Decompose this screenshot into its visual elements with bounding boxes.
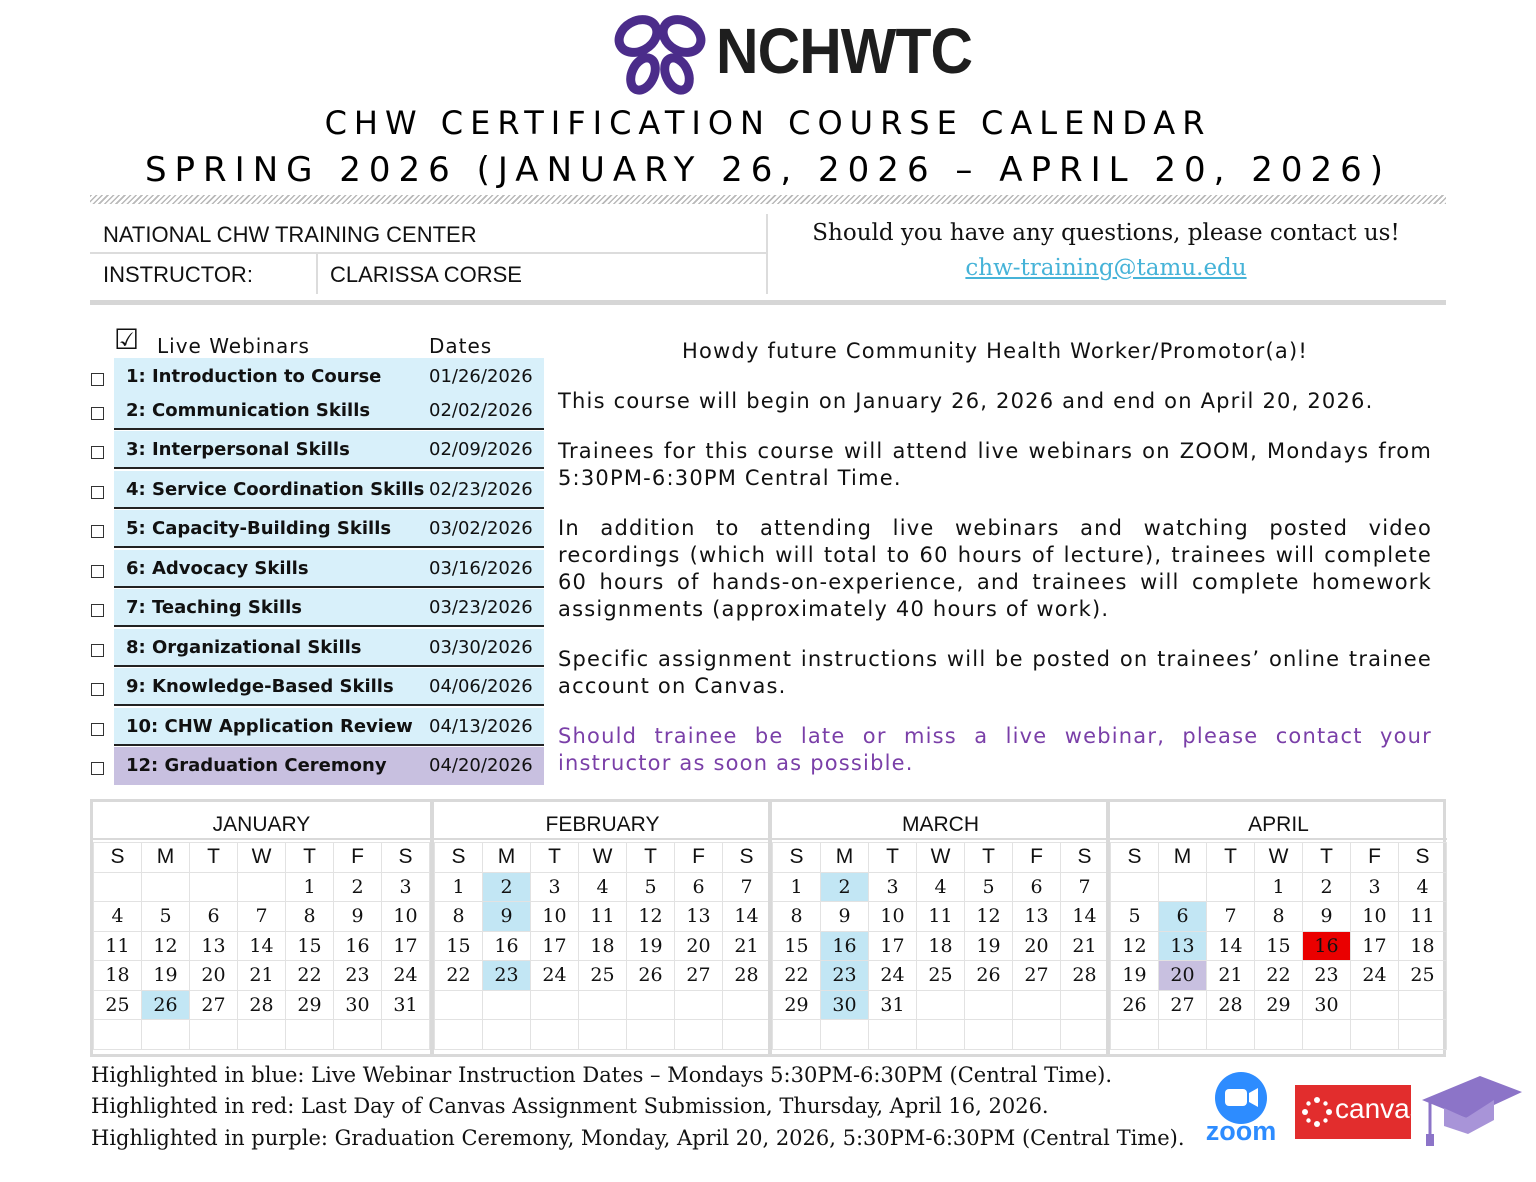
webinar-checkbox[interactable]: [91, 644, 104, 657]
calendar-empty-cell: [1255, 1020, 1303, 1050]
calendar-day: 30: [1303, 990, 1351, 1020]
calendar-day: 9: [821, 902, 869, 932]
calendar-empty-cell: [531, 1020, 579, 1050]
calendar-day: 28: [1061, 961, 1109, 991]
calendar-day: 19: [1111, 961, 1159, 991]
calendar-day: 2: [334, 872, 382, 902]
info-bottom-rule: [90, 300, 1446, 305]
calendar-day: 4: [579, 872, 627, 902]
webinar-row: [114, 629, 544, 667]
calendar-day: 29: [773, 990, 821, 1020]
calendar-day: 22: [1255, 961, 1303, 991]
calendar-day: 25: [94, 990, 142, 1020]
calendar-empty-cell: [1013, 990, 1061, 1020]
intro-paragraph: Specific assignment instructions will be posted on trainees’ online trainee account on Canvas.: [558, 647, 1432, 698]
webinar-row: [114, 392, 544, 430]
calendar-empty-cell: [483, 1020, 531, 1050]
webinar-title: 6: Advocacy Skills: [126, 558, 309, 579]
weekday-header: S: [382, 843, 430, 873]
calendar-day: 4: [917, 872, 965, 902]
calendar-empty-cell: [1111, 1020, 1159, 1050]
weekday-header: F: [334, 843, 382, 873]
calendar-day: 1: [435, 872, 483, 902]
webinar-date: 03/02/2026: [429, 518, 533, 539]
weekday-header: M: [483, 843, 531, 873]
calendar-day: 21: [1207, 961, 1255, 991]
canvas-wordmark: canvas: [1335, 1093, 1424, 1124]
calendar-day: 2: [821, 872, 869, 902]
row-underline: [114, 586, 544, 588]
calendar-day: 8: [286, 902, 334, 932]
calendar-day: 5: [1111, 902, 1159, 932]
calendar-day: 14: [1061, 902, 1109, 932]
zoom-logo: [1196, 1070, 1286, 1150]
calendar-day: 3: [531, 872, 579, 902]
calendar-day: 25: [1399, 961, 1447, 991]
calendar-day: 3: [869, 872, 917, 902]
legend-purple: Highlighted in purple: Graduation Ceremony, Monday, April 20, 2026, 5:30PM-6:30PM (Central Time).: [91, 1126, 1185, 1150]
row-underline: [114, 625, 544, 627]
calendar-day: 20: [1159, 961, 1207, 991]
calendar-day: 27: [190, 990, 238, 1020]
calendar-day: 19: [965, 931, 1013, 961]
calendar-day: 13: [1013, 902, 1061, 932]
webinar-row: [114, 668, 544, 706]
row-underline: [114, 665, 544, 667]
calendar-day: 3: [382, 872, 430, 902]
calendar-empty-cell: [1351, 1020, 1399, 1050]
webinar-date: 03/30/2026: [429, 637, 533, 658]
canvas-logo: [1295, 1085, 1424, 1139]
weekday-header: T: [1207, 843, 1255, 873]
calendar-day: 20: [1013, 931, 1061, 961]
calendar-month-march: [768, 802, 1109, 1054]
intro-greeting: Howdy future Community Health Worker/Promotor(a)!: [682, 339, 1308, 363]
calendar-day: 2: [1303, 872, 1351, 902]
calendar-day: 26: [142, 990, 190, 1020]
calendar-day: 20: [190, 961, 238, 991]
webinar-row: [114, 510, 544, 548]
calendar-day: 22: [286, 961, 334, 991]
calendar-day: 23: [334, 961, 382, 991]
calendar-day: 5: [627, 872, 675, 902]
instructor-label: INSTRUCTOR:: [103, 262, 253, 287]
calendar-day: 16: [483, 931, 531, 961]
weekday-header: T: [1303, 843, 1351, 873]
calendar-day: 29: [1255, 990, 1303, 1020]
calendar-day: 13: [190, 931, 238, 961]
weekday-header: W: [1255, 843, 1303, 873]
calendar-empty-cell: [821, 1020, 869, 1050]
intro-paragraph: In addition to attending live webinars and watching posted video recordings (which will total to 60 hours of lecture), trainees will complete 60 hours of hands-on-experience, and trainees will complete homework assignments (approximately 40 hours of work).: [558, 516, 1432, 621]
webinar-date: 03/16/2026: [429, 558, 533, 579]
calendar-empty-cell: [1207, 1020, 1255, 1050]
calendar-day: 19: [627, 931, 675, 961]
calendar-day: 27: [1013, 961, 1061, 991]
checkbox-checked-icon: ☑: [114, 323, 140, 356]
weekday-header: M: [821, 843, 869, 873]
calendar-day: 15: [286, 931, 334, 961]
row-underline: [114, 428, 544, 430]
calendar-day: 6: [1013, 872, 1061, 902]
webinar-row: [114, 471, 544, 509]
webinar-checkbox[interactable]: [91, 446, 104, 459]
legend-blue: Highlighted in blue: Live Webinar Instruction Dates – Mondays 5:30PM-6:30PM (Central Time).: [91, 1063, 1113, 1087]
weekday-header: S: [773, 843, 821, 873]
calendar-day: 28: [723, 961, 771, 991]
hatched-divider: [90, 195, 1446, 204]
webinar-date: 04/20/2026: [429, 755, 533, 776]
course-title: CHW CERTIFICATION COURSE CALENDAR: [324, 104, 1212, 142]
info-divider: [90, 252, 766, 254]
calendar-day: 22: [435, 961, 483, 991]
webinar-title: 3: Interpersonal Skills: [126, 439, 350, 460]
webinar-title: 1: Introduction to Course: [126, 366, 382, 387]
webinar-checkbox[interactable]: [91, 486, 104, 499]
logo-wordmark: NCHWTC: [716, 15, 973, 87]
calendar-empty-cell: [238, 872, 286, 902]
webinar-title: 10: CHW Application Review: [126, 716, 413, 737]
webinar-checkbox[interactable]: [91, 373, 104, 386]
calendar-day: 14: [1207, 931, 1255, 961]
calendar-empty-cell: [773, 1020, 821, 1050]
calendar-empty-cell: [238, 1020, 286, 1050]
calendar-day: 13: [675, 902, 723, 932]
calendar-day: 10: [531, 902, 579, 932]
calendar-empty-cell: [1303, 1020, 1351, 1050]
calendar-day: 23: [1303, 961, 1351, 991]
calendar-day: 26: [1111, 990, 1159, 1020]
webinar-date: 02/02/2026: [429, 400, 533, 421]
calendar-day: 24: [1351, 961, 1399, 991]
webinar-date: 01/26/2026: [429, 366, 533, 387]
calendar-empty-cell: [1111, 872, 1159, 902]
webinar-row: [114, 550, 544, 588]
webinar-date: 04/13/2026: [429, 716, 533, 737]
calendar-day: 2: [483, 872, 531, 902]
calendar-empty-cell: [627, 990, 675, 1020]
calendar-day: 18: [917, 931, 965, 961]
calendar-day: 31: [382, 990, 430, 1020]
row-underline: [114, 467, 544, 469]
weekday-header: S: [94, 843, 142, 873]
instructor-name: CLARISSA CORSE: [330, 262, 522, 287]
row-underline: [114, 704, 544, 706]
info-col-divider: [316, 254, 318, 294]
calendar-empty-cell: [1207, 872, 1255, 902]
calendar-day: 3: [1351, 872, 1399, 902]
calendar-day: 24: [382, 961, 430, 991]
calendar-empty-cell: [286, 1020, 334, 1050]
month-name: FEBRUARY: [434, 802, 771, 840]
webinar-title: 7: Teaching Skills: [126, 597, 303, 618]
calendar-empty-cell: [531, 990, 579, 1020]
calendar-day: 8: [1255, 902, 1303, 932]
weekday-header: M: [1159, 843, 1207, 873]
info-section-divider: [766, 214, 768, 294]
calendar-day: 18: [579, 931, 627, 961]
webinar-title: 12: Graduation Ceremony: [126, 755, 387, 776]
calendar-day: 17: [382, 931, 430, 961]
calendar-day: 25: [579, 961, 627, 991]
weekday-header: W: [579, 843, 627, 873]
calendar-day: 9: [483, 902, 531, 932]
calendar-day: 23: [483, 961, 531, 991]
weekday-header: S: [1399, 843, 1447, 873]
intro-paragraph: Trainees for this course will attend live webinars on ZOOM, Mondays from 5:30PM-6:30PM Central Time.: [558, 439, 1432, 490]
webinar-checkbox[interactable]: [91, 683, 104, 696]
calendar-day: 17: [869, 931, 917, 961]
calendar-day: 7: [1061, 872, 1109, 902]
month-name: MARCH: [772, 802, 1109, 840]
webinar-checkbox[interactable]: [91, 407, 104, 420]
calendar-day: 8: [435, 902, 483, 932]
calendar-day: 10: [1351, 902, 1399, 932]
calendar-day: 21: [238, 961, 286, 991]
calendar-empty-cell: [435, 990, 483, 1020]
calendar-day: 21: [723, 931, 771, 961]
webinar-row: [114, 708, 544, 746]
calendar-empty-cell: [1013, 1020, 1061, 1050]
calendar-day: 10: [382, 902, 430, 932]
calendar-empty-cell: [917, 990, 965, 1020]
weekday-header: T: [965, 843, 1013, 873]
course-term: SPRING 2026 (JANUARY 26, 2026 – APRIL 20, 2026): [144, 150, 1392, 190]
webinar-date: 03/23/2026: [429, 597, 533, 618]
calendar-day: 1: [1255, 872, 1303, 902]
calendar-empty-cell: [965, 1020, 1013, 1050]
calendar-empty-cell: [382, 1020, 430, 1050]
calendar-empty-cell: [94, 872, 142, 902]
calendar-empty-cell: [190, 1020, 238, 1050]
weekday-header: T: [190, 843, 238, 873]
calendar-day: 30: [821, 990, 869, 1020]
calendar-day: 16: [821, 931, 869, 961]
calendar-empty-cell: [869, 1020, 917, 1050]
calendar-day: 18: [94, 961, 142, 991]
calendar-day: 10: [869, 902, 917, 932]
calendar-empty-cell: [94, 1020, 142, 1050]
calendar-empty-cell: [965, 990, 1013, 1020]
webinar-date: 02/09/2026: [429, 439, 533, 460]
calendar-day: 1: [286, 872, 334, 902]
calendar-day: 9: [334, 902, 382, 932]
calendar-day: 15: [773, 931, 821, 961]
webinar-checkbox[interactable]: [91, 525, 104, 538]
legend-red: Highlighted in red: Last Day of Canvas Assignment Submission, Thursday, April 16, 2026.: [91, 1094, 1049, 1118]
weekday-header: W: [917, 843, 965, 873]
dates-header: Dates: [429, 334, 493, 358]
calendar-empty-cell: [723, 990, 771, 1020]
webinar-checkbox[interactable]: [91, 762, 104, 775]
month-name: JANUARY: [93, 802, 430, 840]
calendar-day: 27: [675, 961, 723, 991]
calendar-day: 6: [190, 902, 238, 932]
calendar-day: 4: [1399, 872, 1447, 902]
calendar-day: 27: [1159, 990, 1207, 1020]
weekday-header: S: [1111, 843, 1159, 873]
webinar-checkbox[interactable]: [91, 604, 104, 617]
weekday-header: F: [675, 843, 723, 873]
webinar-date: 04/06/2026: [429, 676, 533, 697]
calendar-empty-cell: [190, 872, 238, 902]
calendar-empty-cell: [1159, 872, 1207, 902]
webinar-title: 5: Capacity-Building Skills: [126, 518, 392, 539]
contact-question: Should you have any questions, please contact us!: [812, 220, 1400, 246]
calendar-empty-cell: [1061, 990, 1109, 1020]
calendar-day: 19: [142, 961, 190, 991]
calendar-day: 15: [435, 931, 483, 961]
weekday-header: W: [238, 843, 286, 873]
calendar-day: 18: [1399, 931, 1447, 961]
calendar-day: 15: [1255, 931, 1303, 961]
calendar-day: 28: [1207, 990, 1255, 1020]
calendar-day: 12: [627, 902, 675, 932]
month-name: APRIL: [1110, 802, 1447, 840]
calendar-day: 11: [917, 902, 965, 932]
calendar-day: 16: [334, 931, 382, 961]
intro-paragraph: This course will begin on January 26, 2026 and end on April 20, 2026.: [558, 389, 1374, 413]
webinar-title: 8: Organizational Skills: [126, 637, 362, 658]
webinar-row: [114, 747, 544, 785]
calendar-day: 26: [965, 961, 1013, 991]
calendar-day: 14: [238, 931, 286, 961]
calendar-empty-cell: [675, 990, 723, 1020]
weekday-header: T: [627, 843, 675, 873]
weekday-header: F: [1351, 843, 1399, 873]
row-underline: [114, 744, 544, 746]
calendar-day: 9: [1303, 902, 1351, 932]
calendar-day: 1: [773, 872, 821, 902]
calendar-day: 25: [917, 961, 965, 991]
calendar-month-january: [93, 802, 430, 1054]
calendar-day: 12: [965, 902, 1013, 932]
webinar-date: 02/23/2026: [429, 479, 533, 500]
calendar-day: 14: [723, 902, 771, 932]
calendar-empty-cell: [1351, 990, 1399, 1020]
webinar-row: [114, 431, 544, 469]
calendar-empty-cell: [675, 1020, 723, 1050]
nchwtc-logo: [610, 10, 973, 102]
weekday-header: T: [869, 843, 917, 873]
calendar-day: 13: [1159, 931, 1207, 961]
webinar-title: 9: Knowledge-Based Skills: [126, 676, 394, 697]
calendar-day: 11: [1399, 902, 1447, 932]
weekday-header: S: [1061, 843, 1109, 873]
late-notice: Should trainee be late or miss a live webinar, please contact your instructor as soon as possible.: [558, 724, 1432, 775]
calendar-day: 24: [531, 961, 579, 991]
calendar-day: 31: [869, 990, 917, 1020]
webinar-row: [114, 358, 544, 396]
webinar-row: [114, 589, 544, 627]
calendar-empty-cell: [1399, 990, 1447, 1020]
calendar-empty-cell: [579, 990, 627, 1020]
calendar-empty-cell: [723, 1020, 771, 1050]
calendar-empty-cell: [334, 1020, 382, 1050]
calendar-day: 23: [821, 961, 869, 991]
weekday-header: M: [142, 843, 190, 873]
calendar-empty-cell: [1399, 1020, 1447, 1050]
course-calendar: [90, 799, 1446, 1057]
canvas-ring-icon: [1299, 1085, 1335, 1139]
calendar-day: 5: [142, 902, 190, 932]
calendar-day: 30: [334, 990, 382, 1020]
calendar-empty-cell: [1061, 1020, 1109, 1050]
calendar-day: 16: [1303, 931, 1351, 961]
calendar-empty-cell: [917, 1020, 965, 1050]
graduation-cap-icon: [1418, 1070, 1524, 1152]
calendar-month-february: [430, 802, 771, 1054]
weekday-header: T: [531, 843, 579, 873]
calendar-day: 22: [773, 961, 821, 991]
calendar-empty-cell: [483, 990, 531, 1020]
weekday-header: S: [723, 843, 771, 873]
calendar-day: 5: [965, 872, 1013, 902]
webinar-checkbox[interactable]: [91, 723, 104, 736]
calendar-day: 11: [94, 931, 142, 961]
calendar-day: 7: [723, 872, 771, 902]
weekday-header: F: [1013, 843, 1061, 873]
calendar-day: 12: [142, 931, 190, 961]
calendar-day: 12: [1111, 931, 1159, 961]
calendar-day: 17: [531, 931, 579, 961]
calendar-empty-cell: [142, 872, 190, 902]
webinar-title: 2: Communication Skills: [126, 400, 371, 421]
calendar-empty-cell: [142, 1020, 190, 1050]
row-underline: [114, 507, 544, 509]
calendar-day: 21: [1061, 931, 1109, 961]
calendar-day: 24: [869, 961, 917, 991]
calendar-day: 20: [675, 931, 723, 961]
calendar-day: 6: [1159, 902, 1207, 932]
webinars-header: Live Webinars: [157, 334, 310, 358]
calendar-empty-cell: [435, 1020, 483, 1050]
calendar-day: 28: [238, 990, 286, 1020]
calendar-day: 4: [94, 902, 142, 932]
calendar-day: 26: [627, 961, 675, 991]
webinar-checkbox[interactable]: [91, 565, 104, 578]
calendar-day: 29: [286, 990, 334, 1020]
zoom-wordmark: zoom: [1205, 1116, 1277, 1146]
calendar-day: 8: [773, 902, 821, 932]
webinar-title: 4: Service Coordination Skills: [126, 479, 425, 500]
calendar-day: 6: [675, 872, 723, 902]
calendar-empty-cell: [579, 1020, 627, 1050]
row-underline: [114, 546, 544, 548]
calendar-day: 7: [238, 902, 286, 932]
calendar-day: 11: [579, 902, 627, 932]
weekday-header: S: [435, 843, 483, 873]
contact-email-link[interactable]: chw-training@tamu.edu: [965, 255, 1247, 281]
calendar-month-april: [1106, 802, 1447, 1054]
butterfly-logo-icon: [610, 10, 710, 102]
calendar-day: 7: [1207, 902, 1255, 932]
calendar-empty-cell: [1159, 1020, 1207, 1050]
weekday-header: T: [286, 843, 334, 873]
organization-name: NATIONAL CHW TRAINING CENTER: [103, 222, 477, 247]
calendar-empty-cell: [627, 1020, 675, 1050]
calendar-day: 17: [1351, 931, 1399, 961]
